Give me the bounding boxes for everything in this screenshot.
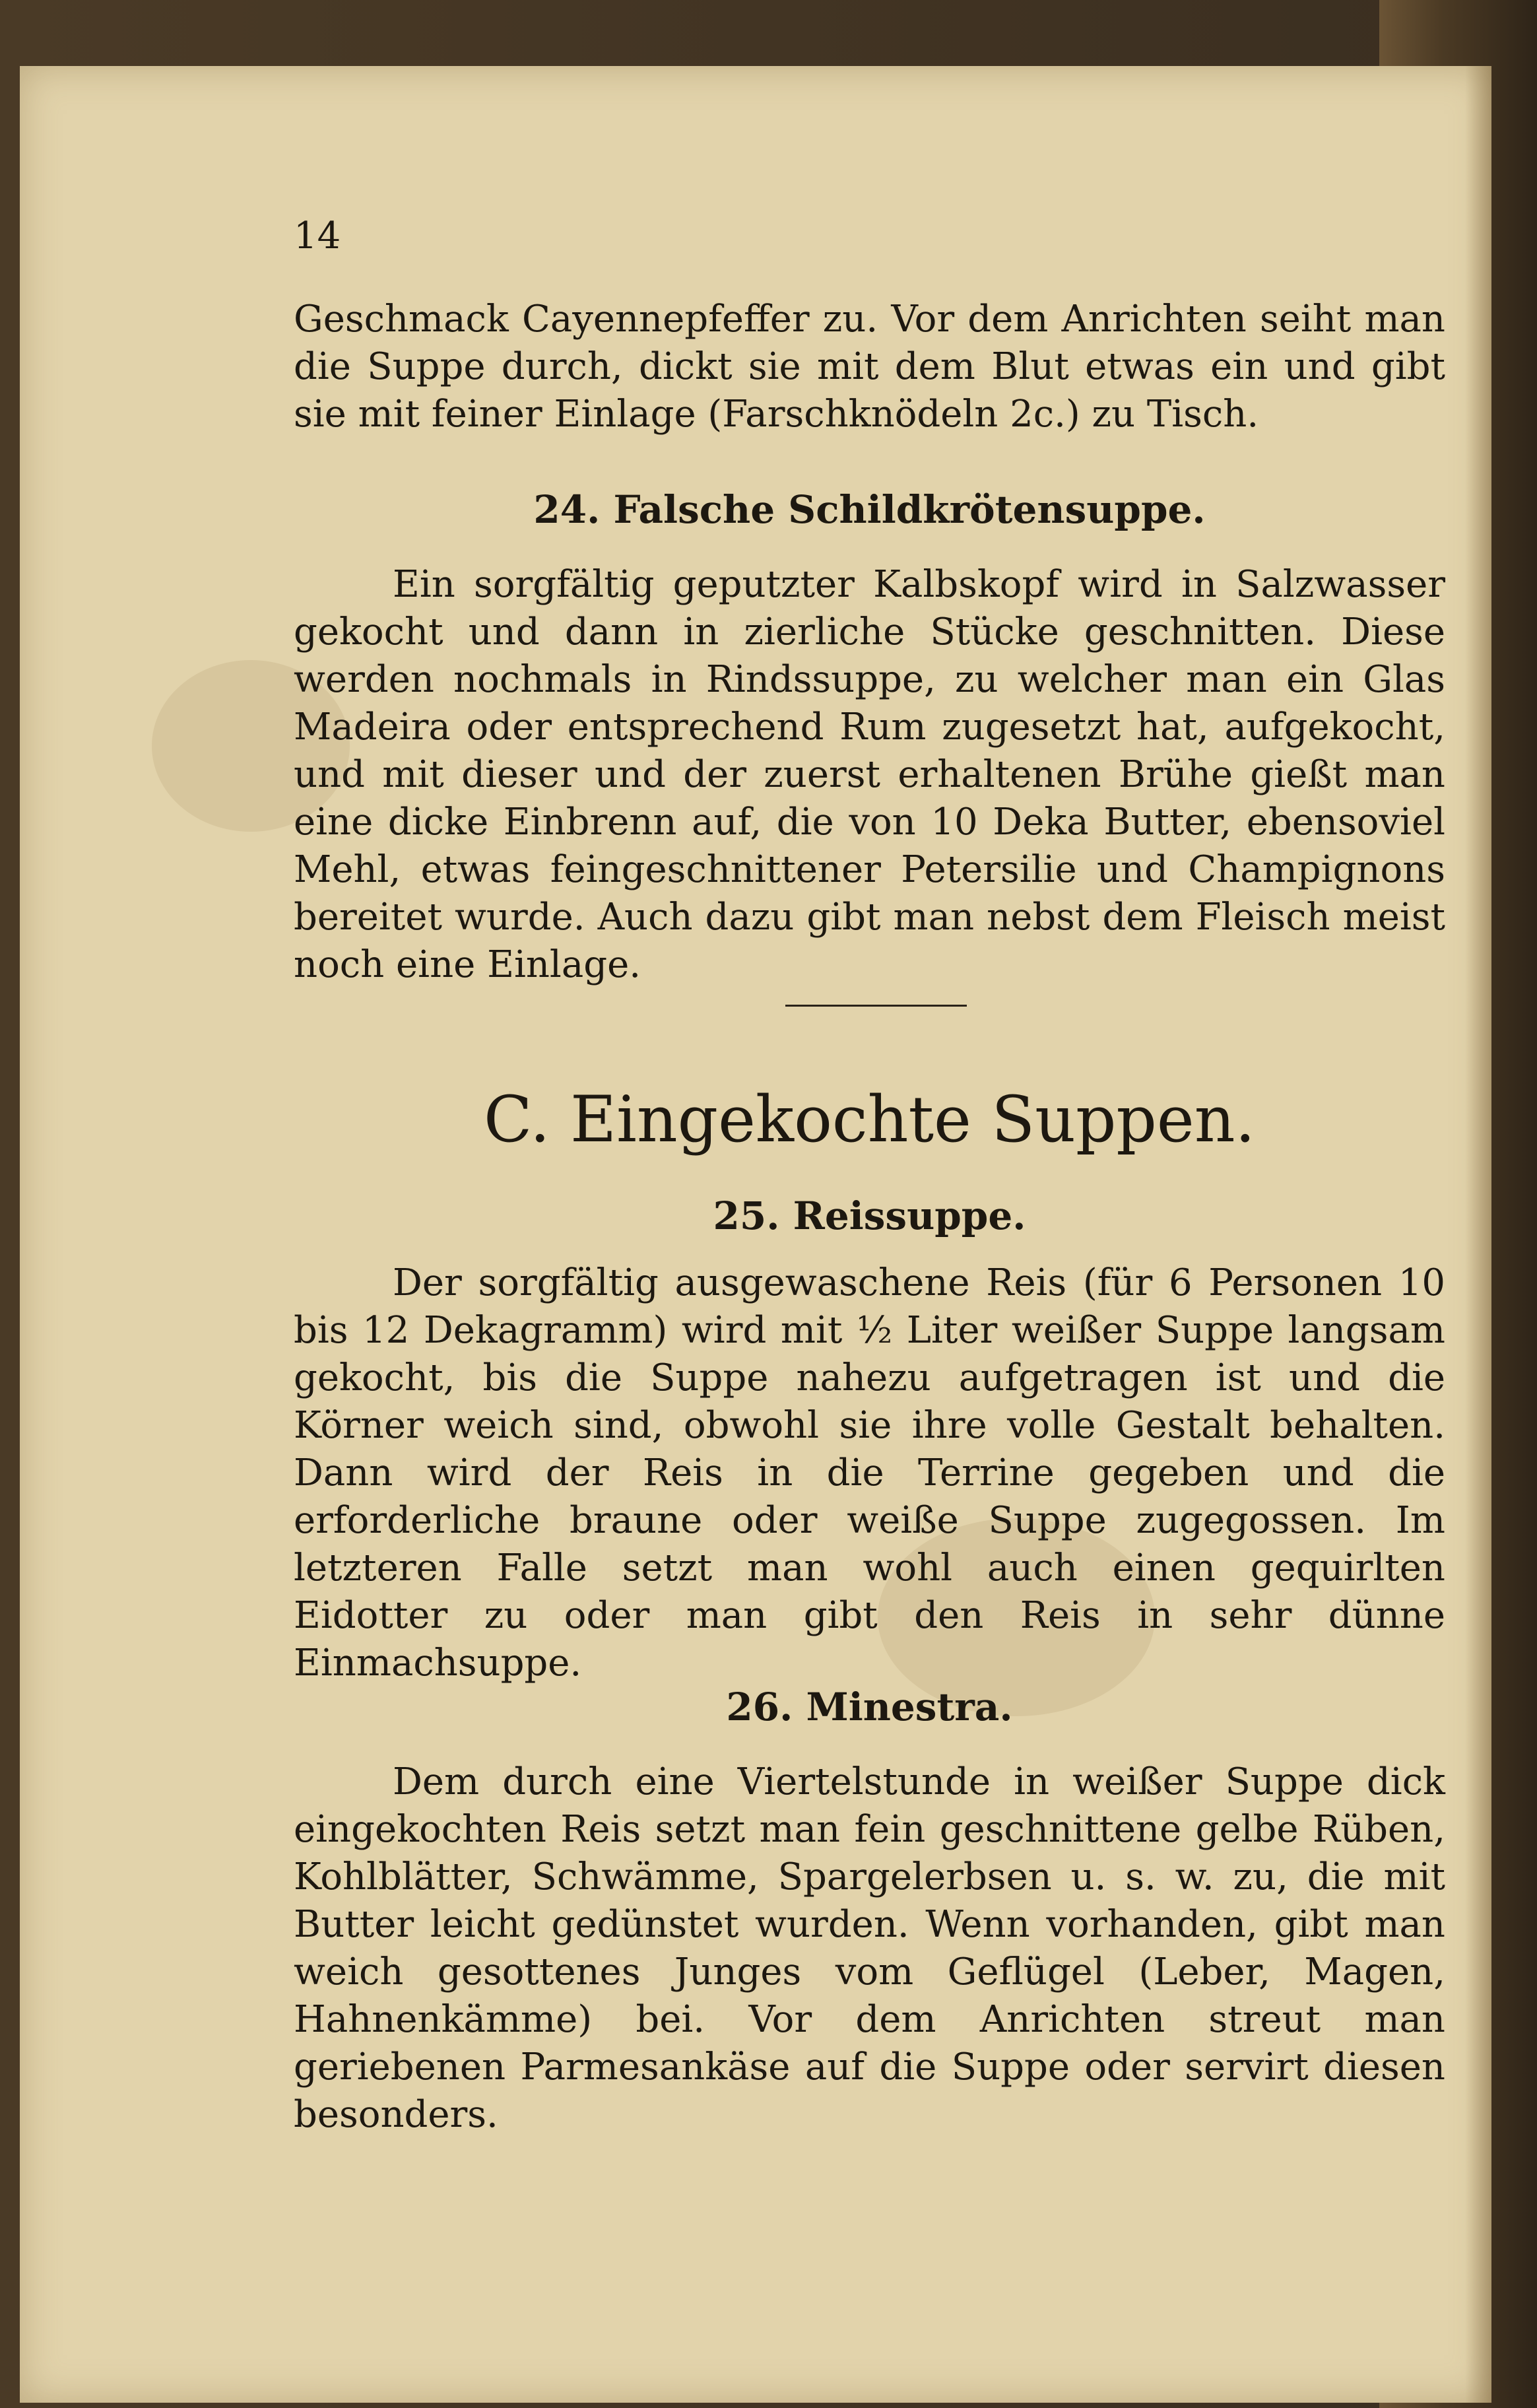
recipe-26-heading: 26. Minestra. (726, 1685, 1013, 1729)
recipe-25-paragraph (294, 1259, 1445, 1687)
page-number: 14 (294, 215, 341, 257)
page-spine-shadow (1465, 66, 1491, 2403)
recipe-26-paragraph (294, 1758, 1445, 2139)
recipe-24-paragraph (294, 561, 1445, 989)
recipe-24-text: Ein sorgfältig geputzter Kalbskopf wird in Salzwasser gekocht und dann in zierliche Stücke geschnitten. Diese werden nochmals in Rindssuppe, zu welcher man ein Glas Madeira oder entsprechend Rum zugesetzt hat, aufgekocht, und mit dieser und der zuerst erhaltenen Brühe gießt man eine dicke Einbrenn auf, die von 10 Deka Butter, ebensoviel Mehl, etwas feingeschnittener Petersilie und Champignons bereitet wurde. Auch dazu gibt man nebst dem Fleisch meist noch eine Einlage. (294, 563, 1445, 986)
recipe-25-text: Der sorgfältig ausgewaschene Reis (für 6 Personen 10 bis 12 Dekagramm) wird mit ½ Liter weißer Suppe langsam gekocht, bis die Suppe nahezu aufgetragen ist und die Körner weich sind, obwohl sie ihre volle Gestalt behalten. Dann wird der Reis in die Terrine gegeben und die erforderliche braune oder weiße Suppe zugegossen. Im letzteren Falle setzt man wohl auch einen gequirlten Eidotter zu oder man gibt den Reis in sehr dünne Einmachsuppe. (294, 1261, 1445, 1685)
recipe-26-text: Dem durch eine Viertelstunde in weißer Suppe dick eingekochten Reis setzt man fein geschnittene gelbe Rüben, Kohlblätter, Schwämme, Spargelerbsen u. s. w. zu, die mit Butter leicht gedünstet wurden. Wenn vorhanden, gibt man weich gesottenes Junges vom Geflügel (Leber, Magen, Hahnenkämme) bei. Vor dem Anrichten streut man geriebenen Parmesankäse auf die Suppe oder servirt diesen besonders. (294, 1760, 1445, 2136)
continuation-paragraph (294, 296, 1445, 438)
recipe-24-heading: 24. Falsche Schildkrötensuppe. (533, 487, 1206, 532)
continuation-text: Geschmack Cayennepfeffer zu. Vor dem Anrichten seiht man die Suppe durch, dickt sie mit dem Blut etwas ein und gibt sie mit feiner Einlage (Farschknödeln 2c.) zu Tisch. (294, 298, 1445, 436)
section-heading: C. Eingekochte Suppen. (483, 1083, 1256, 1156)
recipe-25-heading: 25. Reissuppe. (713, 1193, 1026, 1238)
section-divider (785, 1005, 967, 1007)
